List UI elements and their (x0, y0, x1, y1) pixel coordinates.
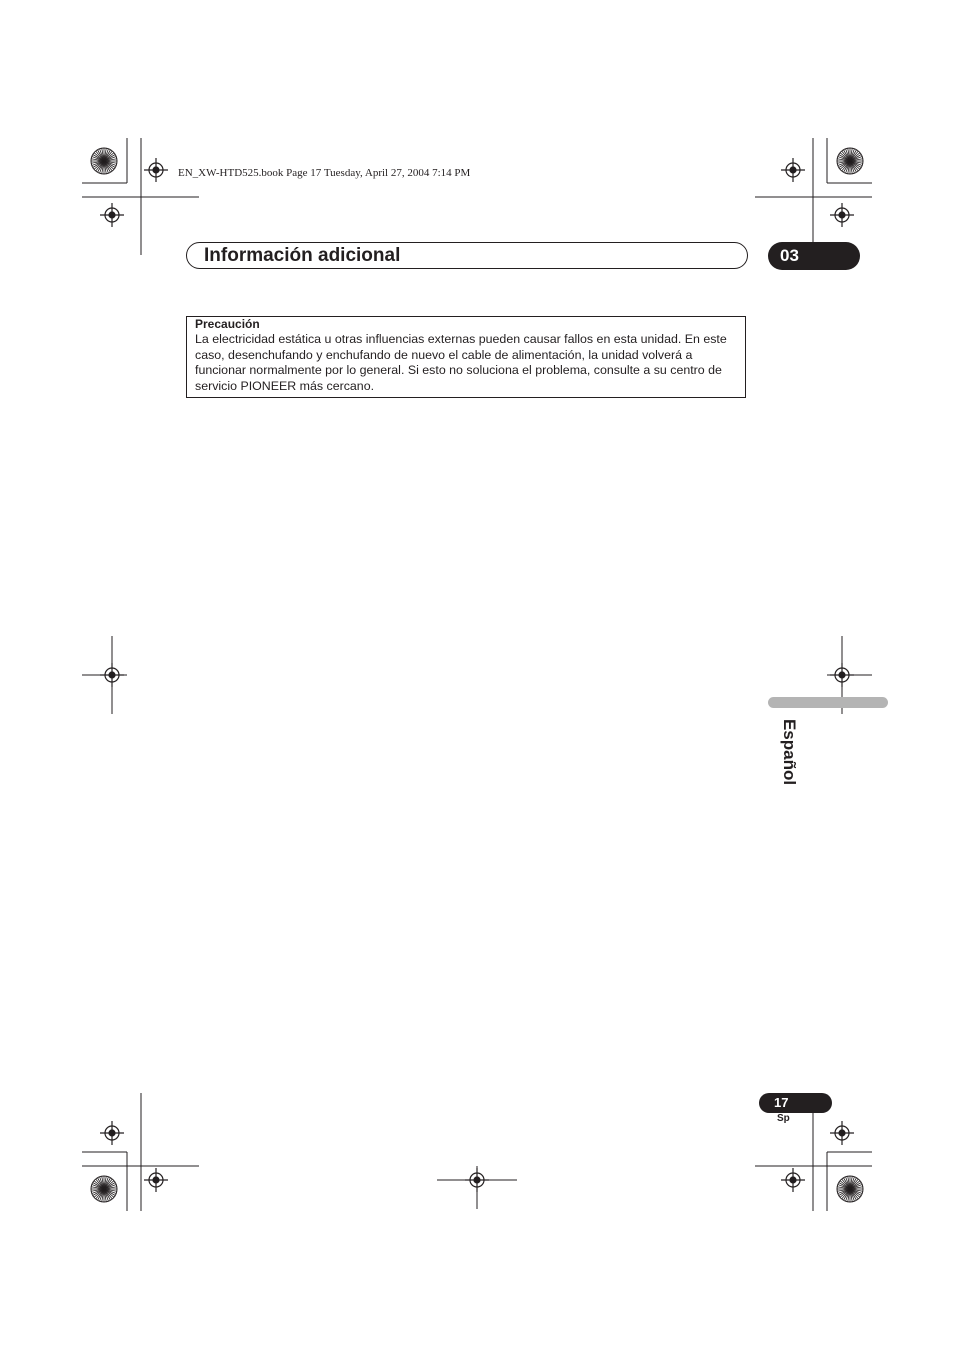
registration-target-icon (465, 1168, 489, 1192)
registration-starburst-icon (91, 148, 117, 174)
caution-title: Precaución (195, 317, 260, 331)
registration-target-icon (781, 1168, 805, 1192)
printer-slug-line: EN_XW-HTD525.book Page 17 Tuesday, April 27, 2004 7:14 PM (178, 167, 471, 179)
registration-starburst-icon (837, 148, 863, 174)
registration-target-icon (830, 663, 854, 687)
page-number-badge (759, 1093, 832, 1113)
registration-target-icon (144, 1168, 168, 1192)
caution-body: La electricidad estática u otras influencias externas pueden causar fallos en esta unidad. En este caso, desenchufando y enchufando de nuevo el cable de alimentación, la unidad volverá a funcionar normalmente por lo general. Si esto no soluciona el problema, consulte a su centro de servicio PIONEER más cercano. (195, 332, 727, 393)
section-title: Información adicional (204, 245, 401, 266)
registration-target-icon (100, 203, 124, 227)
chapter-number: 03 (780, 246, 799, 265)
registration-starburst-icon (91, 1176, 117, 1202)
registration-target-icon (144, 158, 168, 182)
registration-target-icon (830, 203, 854, 227)
page-number: 17 (774, 1095, 789, 1110)
registration-target-icon (830, 1121, 854, 1145)
page-language-code: Sp (777, 1113, 790, 1124)
registration-target-icon (100, 1121, 124, 1145)
registration-target-icon (100, 663, 124, 687)
registration-target-icon (781, 158, 805, 182)
language-tab-label: Español (780, 718, 799, 786)
registration-starburst-icon (837, 1176, 863, 1202)
